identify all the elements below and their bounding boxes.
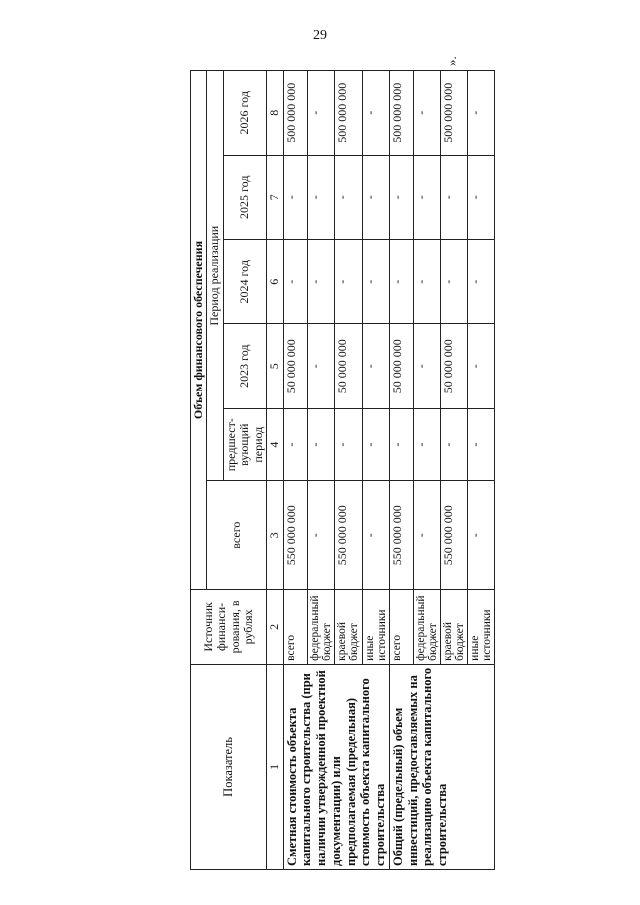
header-indicator: Показатель: [191, 664, 267, 869]
value-cell: -: [307, 155, 334, 239]
page-number: 29: [313, 28, 327, 43]
indicator-cell: [283, 664, 389, 869]
header-period: Период реализации: [207, 71, 223, 481]
value-cell: -: [283, 240, 307, 324]
value-cell: -: [413, 408, 440, 480]
value-cell: 500 000 000: [389, 71, 413, 156]
value-cell: -: [283, 408, 307, 480]
col-number: 5: [267, 324, 283, 408]
value-cell: 50 000 000: [283, 324, 307, 408]
value-cell: -: [468, 408, 495, 480]
closing-quote-mark: ».: [444, 56, 459, 66]
source-cell: всего: [283, 590, 307, 665]
value-cell: -: [389, 240, 413, 324]
source-cell: всего: [389, 590, 413, 665]
value-cell: 550 000 000: [283, 481, 307, 590]
column-number-row: [267, 71, 283, 870]
col-number: 6: [267, 240, 283, 324]
header-row-volume: [191, 71, 207, 870]
value-cell: -: [441, 155, 468, 239]
value-cell: -: [307, 71, 334, 156]
value-cell: -: [441, 240, 468, 324]
value-cell: -: [413, 155, 440, 239]
value-cell: -: [389, 408, 413, 480]
value-cell: -: [413, 481, 440, 590]
col-number: 2: [267, 590, 283, 665]
source-cell: иные источники: [362, 590, 389, 665]
value-cell: -: [468, 324, 495, 408]
value-cell: -: [362, 408, 389, 480]
value-cell: -: [468, 240, 495, 324]
value-cell: -: [307, 481, 334, 590]
value-cell: 500 000 000: [283, 71, 307, 156]
value-cell: -: [283, 155, 307, 239]
indicator-bold: Общий (предельный) объем: [390, 707, 405, 866]
col-number: 3: [267, 481, 283, 590]
rotated-table-wrapper: [190, 70, 494, 870]
value-cell: -: [413, 240, 440, 324]
header-year: 2026 год: [223, 71, 266, 156]
header-year: 2023 год: [223, 324, 266, 408]
value-cell: -: [307, 324, 334, 408]
value-cell: 550 000 000: [335, 481, 362, 590]
value-cell: -: [362, 155, 389, 239]
header-volume: Объем финансового обеспечения: [191, 71, 207, 590]
value-cell: -: [335, 240, 362, 324]
indicator-rest: предполагаемая (предельная) стоимость объекта капитального строительства: [343, 678, 388, 866]
header-total: всего: [207, 481, 267, 590]
value-cell: -: [413, 71, 440, 156]
value-cell: 550 000 000: [389, 481, 413, 590]
table-row: [389, 71, 413, 870]
indicator-cell: [389, 664, 494, 869]
source-cell: краевой бюджет: [335, 590, 362, 665]
value-cell: -: [389, 155, 413, 239]
value-cell: -: [307, 408, 334, 480]
value-cell: 50 000 000: [441, 324, 468, 408]
value-cell: -: [468, 481, 495, 590]
header-previous: предшест-вующий период: [223, 408, 266, 480]
value-cell: -: [413, 324, 440, 408]
value-cell: -: [468, 155, 495, 239]
header-source: Источник финанси-рования, в рублях: [191, 590, 267, 665]
col-number: 7: [267, 155, 283, 239]
source-cell: федеральный бюджет: [413, 590, 440, 665]
value-cell: -: [307, 240, 334, 324]
source-cell: федеральный бюджет: [307, 590, 334, 665]
header-year: 2025 год: [223, 155, 266, 239]
source-cell: иные источники: [468, 590, 495, 665]
indicator-rest: инвестиций, предоставляемых на реализацию объекта капитального строительства: [405, 667, 450, 866]
value-cell: 550 000 000: [441, 481, 468, 590]
value-cell: -: [362, 71, 389, 156]
value-cell: 500 000 000: [441, 71, 468, 156]
value-cell: -: [362, 324, 389, 408]
col-number: 4: [267, 408, 283, 480]
value-cell: -: [335, 155, 362, 239]
col-number: 8: [267, 71, 283, 156]
col-number: 1: [267, 664, 283, 869]
value-cell: 500 000 000: [335, 71, 362, 156]
table-row: [283, 71, 307, 870]
value-cell: 50 000 000: [335, 324, 362, 408]
header-year: 2024 год: [223, 240, 266, 324]
value-cell: -: [362, 240, 389, 324]
value-cell: -: [468, 71, 495, 156]
value-cell: -: [362, 481, 389, 590]
financing-table: [190, 70, 495, 870]
indicator-bold: Сметная стоимость объекта капитального строительства (при наличии утвержденной проектной документации) или: [284, 670, 343, 866]
value-cell: -: [335, 408, 362, 480]
value-cell: -: [441, 408, 468, 480]
value-cell: 50 000 000: [389, 324, 413, 408]
source-cell: краевой бюджет: [441, 590, 468, 665]
